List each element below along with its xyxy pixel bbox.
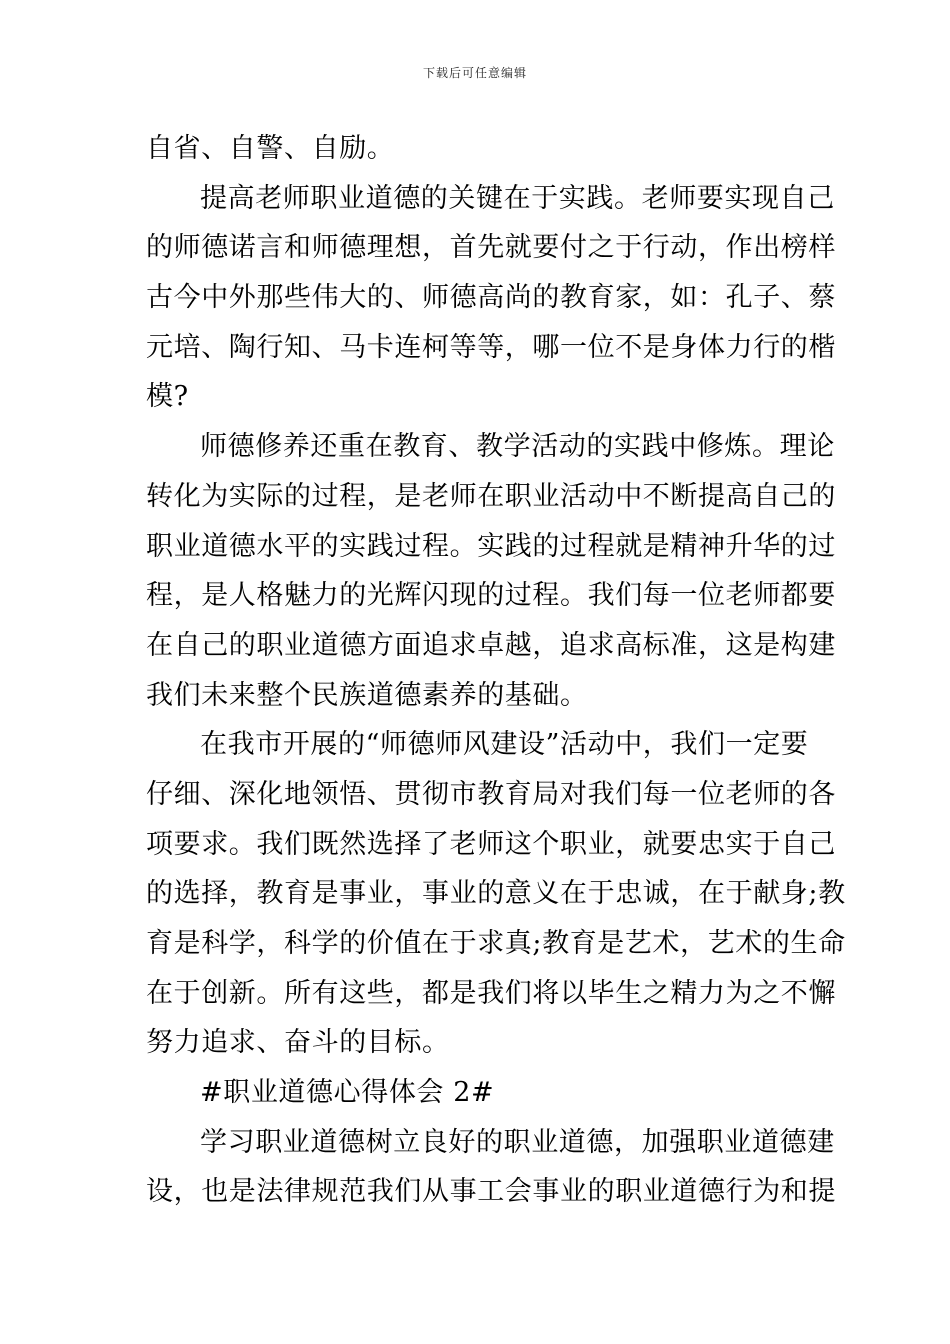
text-line: 职业道德水平的实践过程。实践的过程就是精神升华的过: [146, 530, 836, 562]
paragraph-start-line: 学习职业道德树立良好的职业道德，加强职业道德建: [200, 1126, 835, 1158]
text-line: 转化为实际的过程，是老师在职业活动中不断提高自己的: [146, 480, 836, 512]
paragraph-start-line: 提高老师职业道德的关键在于实践。老师要实现自己: [200, 182, 835, 214]
section-heading: #职业道德心得体会 2#: [200, 1077, 495, 1109]
text-line: 设，也是法律规范我们从事工会事业的职业道德行为和提: [146, 1176, 836, 1208]
document-body: [146, 124, 846, 1217]
text-line: 仔细、深化地领悟、贯彻市教育局对我们每一位老师的各: [146, 778, 836, 810]
text-line: 我们未来整个民族道德素养的基础。: [146, 679, 588, 711]
paragraph-start-line: 在我市开展的“师德师风建设”活动中，我们一定要: [200, 729, 809, 761]
text-line: 模?: [146, 381, 189, 413]
text-line: 在于创新。所有这些，都是我们将以毕生之精力为之不懈: [146, 977, 836, 1009]
text-line: 在自己的职业道德方面追求卓越，追求高标准，这是构建: [146, 629, 836, 661]
text-line: 程，是人格魅力的光辉闪现的过程。我们每一位老师都要: [146, 580, 836, 612]
text-line: 元培、陶行知、马卡连柯等等，哪一位不是身体力行的楷: [146, 331, 836, 363]
page-header: 下载后可任意编辑: [422, 66, 527, 80]
text-line: 的选择，教育是事业，事业的意义在于忠诚，在于献身;教: [146, 878, 846, 910]
text-line: 自省、自警、自励。: [146, 133, 395, 164]
text-line: 的师德诺言和师德理想，首先就要付之于行动，作出榜样: [146, 232, 836, 264]
text-line: 古今中外那些伟大的、师德高尚的教育家，如：孔子、蔡: [146, 282, 836, 314]
paragraph-start-line: 师德修养还重在教育、教学活动的实践中修炼。理论: [200, 431, 835, 463]
text-line: 努力追求、奋斗的目标。: [146, 1027, 450, 1059]
text-line: 项要求。我们既然选择了老师这个职业，就要忠实于自己: [146, 828, 836, 860]
text-line: 育是科学，科学的价值在于求真;教育是艺术，艺术的生命: [146, 928, 846, 959]
